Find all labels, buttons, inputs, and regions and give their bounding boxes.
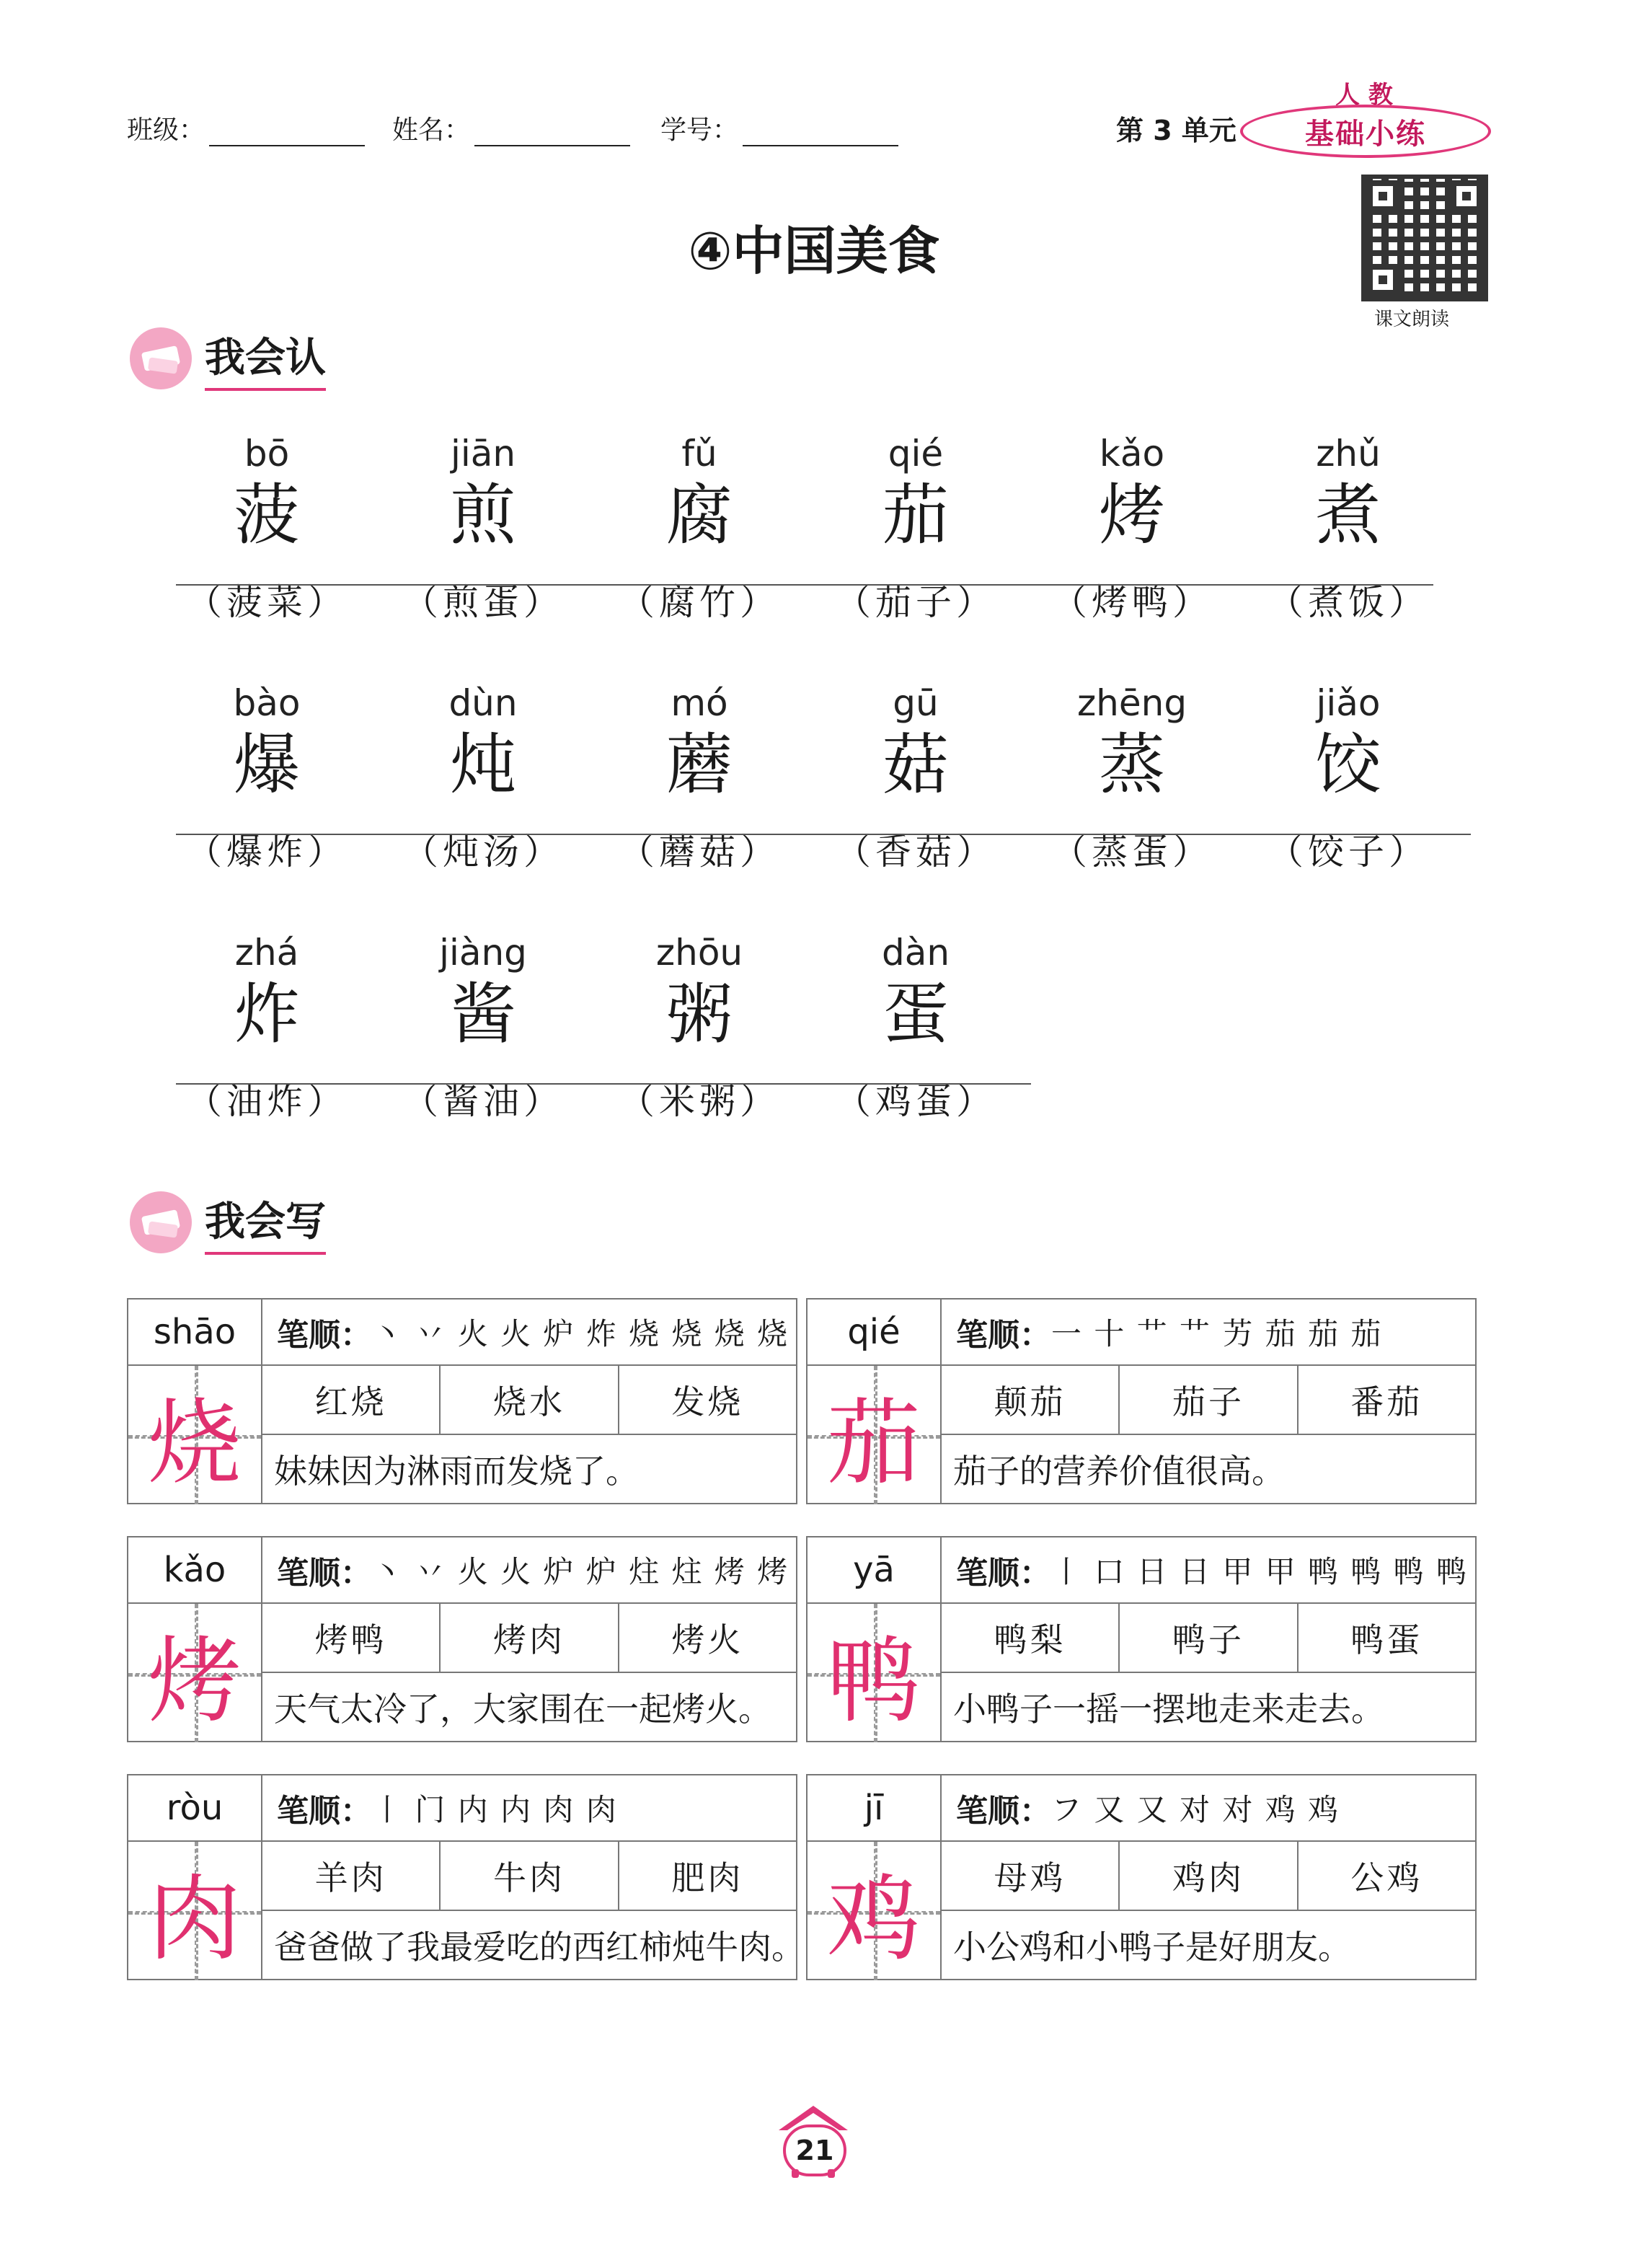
stroke-sequence: 丶 丷 火 火 炉 炸 烧 烧 烧 烧: [372, 1316, 789, 1351]
writing-table: [806, 1298, 1477, 1504]
stroke-sequence: フ 又 又 对 对 鸡 鸡: [1051, 1792, 1340, 1827]
class-input-line[interactable]: [209, 116, 365, 146]
pinyin: mó: [671, 682, 728, 724]
page-number: 21: [783, 2124, 846, 2176]
recognize-card: [173, 682, 360, 875]
section-recognize-label: 我会认: [205, 326, 326, 391]
row-divider: [176, 584, 1433, 586]
writing-table: [806, 1536, 1477, 1742]
row-divider: [176, 1083, 1031, 1085]
pinyin: zhǔ: [1316, 433, 1381, 475]
example-word: （蘑菇）: [619, 831, 780, 873]
character: 煎: [449, 477, 516, 554]
brand-logo: [1240, 105, 1491, 158]
pinyin: zhá: [234, 932, 299, 974]
stroke-sequence: 丨 门 内 内 肉 肉: [372, 1792, 618, 1827]
stroke-order: [262, 1775, 796, 1842]
pinyin: zhōu: [655, 932, 743, 974]
word-cell: 颠茄: [942, 1366, 1120, 1434]
class-field[interactable]: [127, 110, 365, 146]
recognize-card: [1255, 682, 1442, 875]
word-cell: 羊肉: [262, 1842, 441, 1910]
table-pinyin: jī: [808, 1775, 942, 1842]
stroke-order-label: 笔顺：: [277, 1555, 372, 1592]
table-pinyin: shāo: [128, 1300, 262, 1366]
example-word: （煎蛋）: [402, 581, 564, 624]
stroke-sequence: 丨 口 日 日 甲 甲 鸭 鸭 鸭 鸭: [1051, 1554, 1469, 1589]
character: 烤: [1098, 477, 1165, 554]
book-icon: [130, 1191, 192, 1253]
tracing-box[interactable]: [128, 1842, 262, 1980]
recognize-card: [1255, 433, 1442, 625]
pinyin: jiàng: [439, 932, 527, 974]
character: 饺: [1314, 726, 1381, 803]
character: 酱: [449, 976, 516, 1053]
tracing-character: 鸭: [826, 1625, 921, 1736]
tracing-box[interactable]: [128, 1366, 262, 1504]
recognize-card: [389, 682, 577, 875]
table-pinyin: yā: [808, 1537, 942, 1604]
name-field[interactable]: [392, 110, 630, 146]
example-sentence: 天气太冷了，大家围在一起烤火。: [274, 1690, 771, 1729]
stroke-order: [942, 1300, 1475, 1366]
example-word: （鸡蛋）: [835, 1080, 996, 1123]
character: 炖: [449, 726, 516, 803]
character: 腐: [665, 477, 733, 554]
recognize-card: [389, 433, 577, 625]
stroke-order-label: 笔顺：: [956, 1317, 1051, 1354]
word-cell: 烤肉: [441, 1604, 619, 1672]
character: 蛋: [882, 976, 949, 1053]
word-cell: 烤火: [671, 1620, 744, 1659]
example-word: （米粥）: [619, 1080, 780, 1123]
recognize-card: [822, 682, 1009, 875]
character: 蒸: [1098, 726, 1165, 803]
word-cell: 公鸡: [1350, 1858, 1423, 1897]
class-label: 班级：: [127, 115, 205, 145]
example-sentence: 小鸭子一摇一摆地走来走去。: [953, 1690, 1384, 1729]
pinyin: dàn: [881, 932, 950, 974]
word-cell: 番茄: [1350, 1382, 1423, 1421]
word-row: [262, 1366, 796, 1435]
writing-table: [127, 1774, 805, 1980]
table-pinyin: qié: [808, 1300, 942, 1366]
example-word: （爆炸）: [186, 831, 348, 873]
table-pinyin: kǎo: [128, 1537, 262, 1604]
word-cell: 鸭蛋: [1350, 1620, 1423, 1659]
example-word: （酱油）: [402, 1080, 564, 1123]
word-row: [262, 1604, 796, 1673]
stroke-order-label: 笔顺：: [956, 1555, 1051, 1592]
character: 茄: [882, 477, 949, 554]
example-word: （腐竹）: [619, 581, 780, 624]
word-cell: 茄子: [1120, 1366, 1298, 1434]
word-row: [942, 1604, 1475, 1673]
character: 炸: [233, 976, 300, 1053]
word-cell: 肥肉: [671, 1858, 744, 1897]
page-number-badge: [776, 2106, 851, 2178]
student-id-field[interactable]: [660, 110, 898, 146]
pinyin: bō: [244, 433, 290, 475]
tracing-character: 烤: [147, 1625, 242, 1736]
word-row: [942, 1366, 1475, 1435]
word-cell: 鸭梨: [942, 1604, 1120, 1672]
stroke-order: [262, 1300, 796, 1366]
word-cell: 母鸡: [942, 1842, 1120, 1910]
writing-table: [127, 1536, 797, 1742]
table-pinyin: ròu: [128, 1775, 262, 1842]
stroke-order: [262, 1537, 796, 1604]
recognize-card: [822, 433, 1009, 625]
pinyin: kǎo: [1099, 433, 1165, 475]
section-recognize-header: [130, 326, 326, 391]
tracing-character: 烧: [147, 1387, 242, 1498]
pinyin: zhēng: [1076, 682, 1187, 724]
character: 菠: [233, 477, 300, 554]
tracing-character: 茄: [826, 1387, 921, 1498]
stroke-sequence: 一 十 艹 艹 艻 茄 茄 茄: [1051, 1316, 1383, 1351]
stroke-sequence: 丶 丷 火 火 炉 炉 炷 炷 烤 烤: [372, 1554, 789, 1589]
example-word: （饺子）: [1268, 831, 1429, 873]
word-cell: 烧水: [441, 1366, 619, 1434]
word-cell: 烤鸭: [262, 1604, 441, 1672]
tracing-box[interactable]: [808, 1604, 942, 1742]
recognize-card: [173, 932, 360, 1124]
name-label: 姓名：: [392, 115, 471, 145]
example-word: （烤鸭）: [1051, 581, 1213, 624]
word-cell: 牛肉: [441, 1842, 619, 1910]
example-word: （蒸蛋）: [1051, 831, 1213, 873]
tracing-box[interactable]: [808, 1842, 942, 1980]
character: 蘑: [665, 726, 733, 803]
stroke-order-label: 笔顺：: [956, 1793, 1051, 1830]
example-word: （油炸）: [186, 1080, 348, 1123]
unit-label: 第 3 单元: [1116, 115, 1237, 146]
section-write-header: [130, 1190, 326, 1255]
brand-title: 基础小练: [1305, 117, 1426, 151]
example-sentence: 爸爸做了我最爱吃的西红柿炖牛肉。: [274, 1928, 805, 1967]
brand-subtitle: 人 教: [1335, 81, 1393, 110]
pinyin: jiān: [450, 433, 516, 475]
example-sentence: 茄子的营养价值很高。: [953, 1452, 1285, 1491]
pinyin: dùn: [448, 682, 518, 724]
character: 菇: [882, 726, 949, 803]
stroke-order-label: 笔顺：: [277, 1317, 372, 1354]
pinyin: jiǎo: [1316, 682, 1381, 724]
recognize-card: [1038, 682, 1226, 875]
example-word: （菠菜）: [186, 581, 348, 624]
character: 爆: [233, 726, 300, 803]
recognize-card: [606, 433, 793, 625]
example-word: （茄子）: [835, 581, 996, 624]
recognize-card: [1038, 433, 1226, 625]
example-sentence: 妹妹因为淋雨而发烧了。: [274, 1452, 639, 1491]
pinyin: qié: [888, 433, 944, 475]
example-sentence: 小公鸡和小鸭子是好朋友。: [953, 1928, 1351, 1967]
pinyin: bào: [233, 682, 301, 724]
tracing-character: 肉: [147, 1863, 242, 1974]
row-divider: [176, 834, 1471, 835]
word-cell: 鸡肉: [1120, 1842, 1298, 1910]
stroke-order-label: 笔顺：: [277, 1793, 372, 1830]
name-input-line[interactable]: [474, 116, 630, 146]
writing-table: [127, 1298, 797, 1504]
recognize-card: [822, 932, 1009, 1124]
word-cell: 鸭子: [1120, 1604, 1298, 1672]
character: 煮: [1314, 477, 1381, 554]
word-cell: 发烧: [671, 1382, 744, 1421]
tracing-character: 鸡: [826, 1863, 921, 1974]
recognize-card: [606, 682, 793, 875]
stroke-order: [942, 1537, 1475, 1604]
page-title: ④中国美食: [688, 221, 940, 281]
qr-caption: 课文朗读: [1374, 309, 1450, 330]
section-write-label: 我会写: [205, 1190, 326, 1255]
writing-table: [806, 1774, 1477, 1980]
word-row: [942, 1842, 1475, 1911]
recognize-card: [173, 433, 360, 625]
word-row: [262, 1842, 796, 1911]
stroke-order: [942, 1775, 1475, 1842]
student-id-input-line[interactable]: [743, 116, 898, 146]
tracing-box[interactable]: [128, 1604, 262, 1742]
pinyin: gū: [893, 682, 939, 724]
tracing-box[interactable]: [808, 1366, 942, 1504]
student-id-label: 学号：: [660, 115, 739, 145]
recognize-card: [389, 932, 577, 1124]
example-word: （炖汤）: [402, 831, 564, 873]
recognize-card: [606, 932, 793, 1124]
example-word: （香菇）: [835, 831, 996, 873]
book-icon: [130, 327, 192, 389]
word-cell: 红烧: [262, 1366, 441, 1434]
character: 粥: [665, 976, 733, 1053]
pinyin: fǔ: [681, 433, 717, 475]
example-word: （煮饭）: [1268, 581, 1429, 624]
